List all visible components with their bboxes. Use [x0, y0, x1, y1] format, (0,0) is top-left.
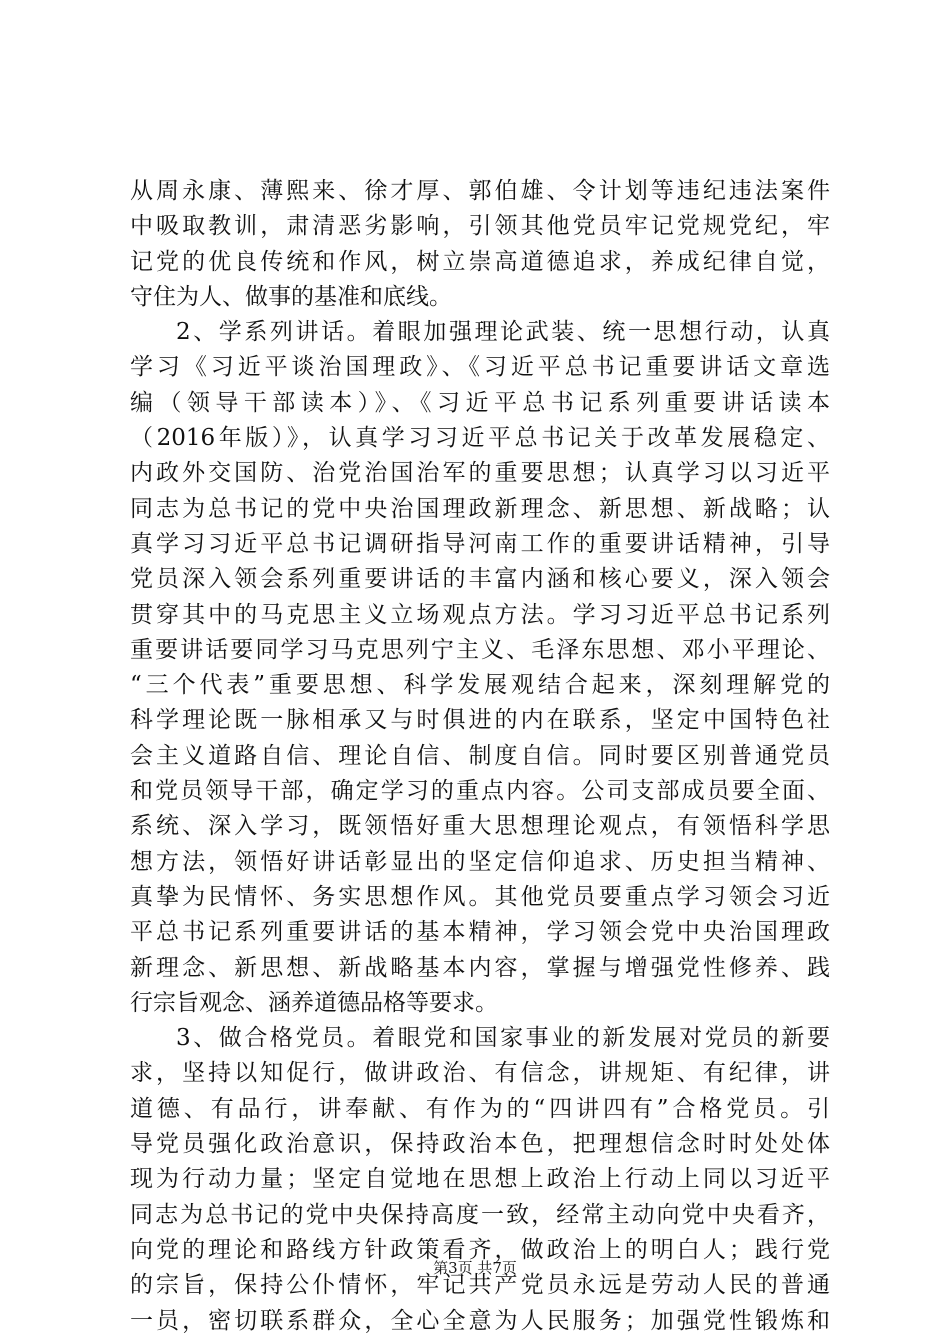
- text-line: 导党员强化政治意识，保持政治本色，把理想信念时时处处体: [130, 1131, 830, 1158]
- text-line: 想方法，领悟好讲话彰显出的坚定信仰追求、历史担当精神、: [130, 848, 830, 875]
- text-line: 中吸取教训，肃清恶劣影响，引领其他党员牢记党规党纪，牢: [130, 213, 830, 240]
- text-line: 记党的优良传统和作风，树立崇高道德追求，养成纪律自觉，: [130, 248, 830, 275]
- text-line: 会主义道路自信、理论自信、制度自信。同时要区别普通党员: [130, 742, 830, 769]
- text-line: （2016年版）》，认真学习习近平总书记关于改革发展稳定、: [130, 425, 830, 452]
- text-line: 道德、有品行，讲奉献、有作为的“四讲四有”合格党员。引: [130, 1095, 830, 1122]
- text-line: 内政外交国防、治党治国治军的重要思想；认真学习以习近平: [130, 460, 830, 487]
- text-line: 科学理论既一脉相承又与时俱进的内在联系，坚定中国特色社: [130, 707, 830, 734]
- text-line: 重要讲话要同学习马克思列宁主义、毛泽东思想、邓小平理论、: [130, 636, 830, 663]
- paragraph-2-start: 2、学系列讲话。着眼加强理论武装、统一思想行动，认真: [176, 319, 830, 346]
- text-line: 同志为总书记的党中央保持高度一致，经常主动向党中央看齐，: [130, 1201, 830, 1228]
- page-number-footer: 第3页 共7页: [433, 1259, 517, 1277]
- text-line: 学习《习近平谈治国理政》、《习近平总书记重要讲话文章选: [130, 354, 830, 381]
- text-line: 求，坚持以知促行，做讲政治、有信念，讲规矩、有纪律，讲: [130, 1060, 830, 1087]
- text-line: 现为行动力量；坚定自觉地在思想上政治上行动上同以习近平: [130, 1166, 830, 1193]
- text-line: 系统、深入学习，既领悟好重大思想理论观点，有领悟科学思: [130, 813, 830, 840]
- text-line: 守住为人、做事的基准和底线。: [130, 283, 452, 310]
- text-line: 编（领导干部读本）》、《习近平总书记系列重要讲话读本: [130, 389, 830, 416]
- text-line: “三个代表”重要思想、科学发展观结合起来，深刻理解党的: [130, 672, 830, 699]
- text-line: 党员深入领会系列重要讲话的丰富内涵和核心要义，深入领会: [130, 566, 830, 593]
- text-line: 贯穿其中的马克思主义立场观点方法。学习习近平总书记系列: [130, 601, 830, 628]
- text-line: 平总书记系列重要讲话的基本精神，学习领会党中央治国理政: [130, 919, 830, 946]
- text-line: 从周永康、薄熙来、徐才厚、郭伯雄、令计划等违纪违法案件: [130, 178, 830, 204]
- text-line: 一员，密切联系群众，全心全意为人民服务；加强党性锻炼和: [130, 1307, 830, 1334]
- text-line: 真学习习近平总书记调研指导河南工作的重要讲话精神，引导: [130, 530, 830, 557]
- text-line: 同志为总书记的党中央治国理政新理念、新思想、新战略；认: [130, 495, 830, 522]
- text-line: 行宗旨观念、涵养道德品格等要求。: [130, 989, 498, 1016]
- text-line: 和党员领导干部，确定学习的重点内容。公司支部成员要全面、: [130, 778, 830, 805]
- text-line: 向党的理论和路线方针政策看齐，做政治上的明白人；践行党: [130, 1236, 830, 1263]
- text-line: 的宗旨，保持公仆情怀，牢记共产党员永远是劳动人民的普通: [130, 1272, 830, 1299]
- paragraph-3-start: 3、做合格党员。着眼党和国家事业的新发展对党员的新要: [176, 1025, 830, 1052]
- document-body: [130, 174, 830, 1339]
- text-line: 真挚为民情怀、务实思想作风。其他党员要重点学习领会习近: [130, 883, 830, 910]
- text-line: 新理念、新思想、新战略基本内容，掌握与增强党性修养、践: [130, 954, 830, 981]
